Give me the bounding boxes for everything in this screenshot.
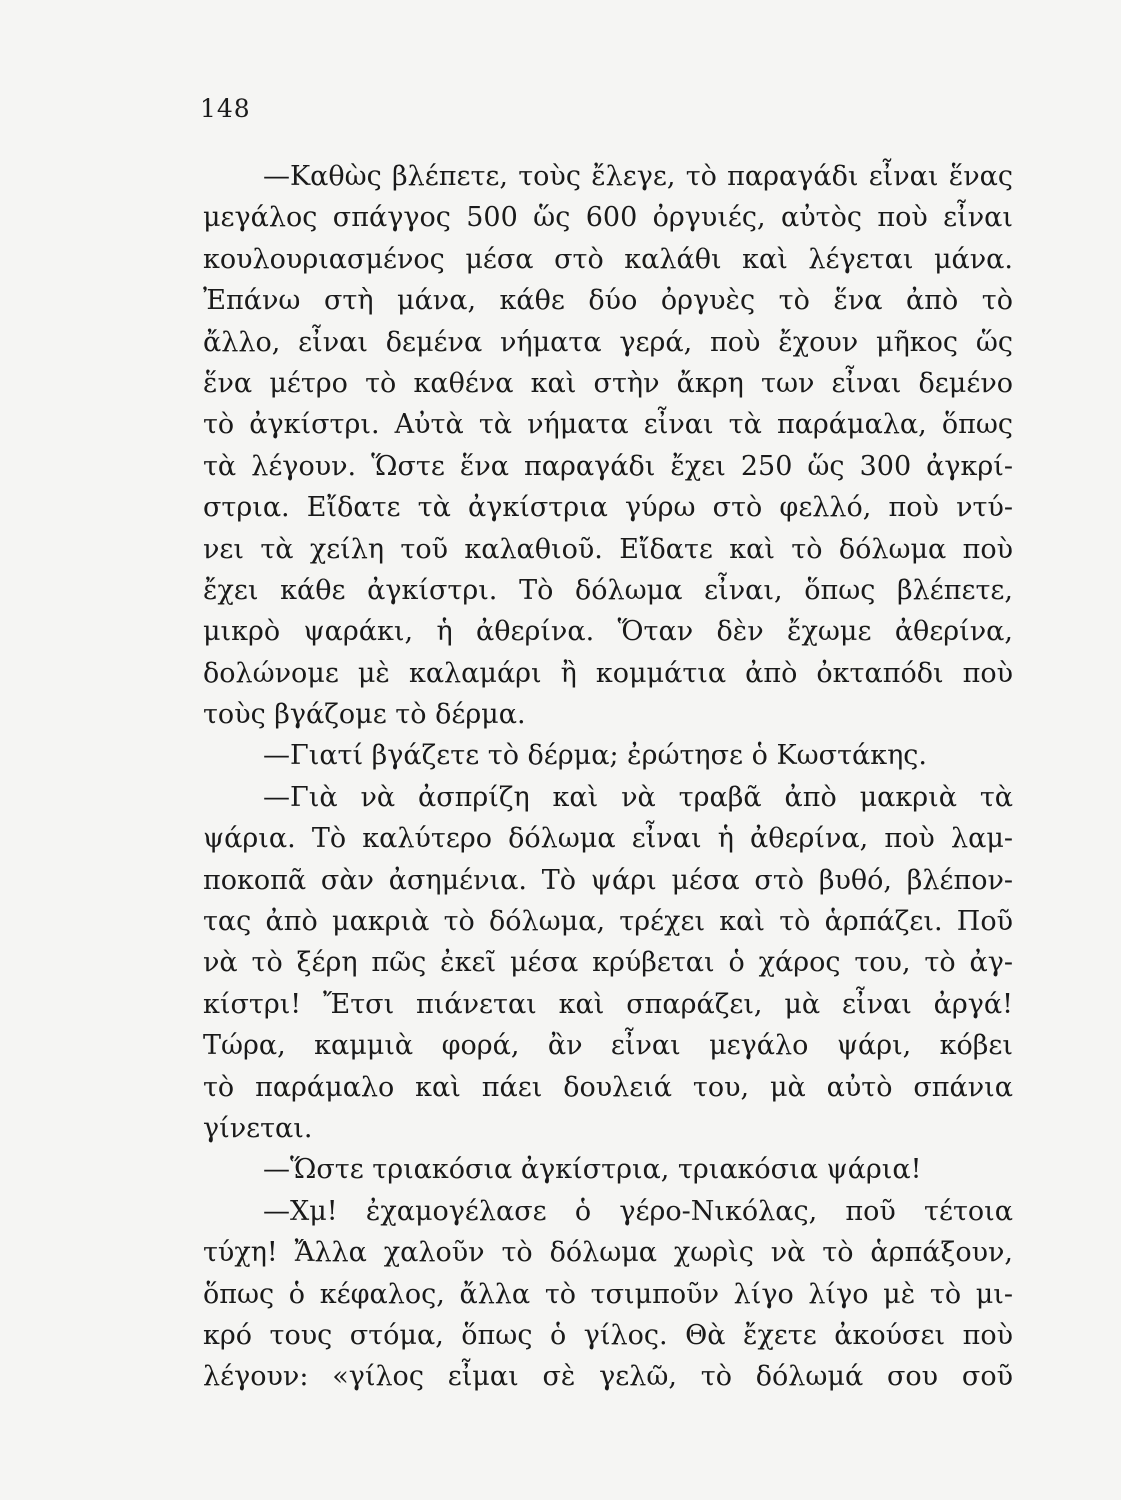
text-line: —Ὥστε τριακόσια ἀγκίστρια, τριακόσια ψάρια! [263, 1154, 922, 1186]
text-line: Τώρα, καμμιὰ φορά, ἂν εἶναι μεγάλο ψάρι, κόβει [203, 1030, 1013, 1062]
page-number: 148 [200, 94, 251, 123]
text-line: τὸ παράμαλο καὶ πάει δουλειά του, μὰ αὐτὸ σπάνια [203, 1071, 1013, 1103]
text-line: Ἐπάνω στὴ μάνα, κάθε δύο ὀργυὲς τὸ ἕνα ἀπὸ τὸ [203, 285, 1013, 317]
text-line: κρό τους στόμα, ὅπως ὁ γίλος. Θὰ ἔχετε ἀκούσει ποὺ [203, 1319, 1013, 1351]
text-line: νει τὰ χείλη τοῦ καλαθιοῦ. Εἴδατε καὶ τὸ δόλωμα ποὺ [203, 533, 1013, 565]
text-line: στρια. Εἴδατε τὰ ἀγκίστρια γύρω στὸ φελλό, ποὺ ντύ- [203, 492, 1013, 524]
text-line: λέγουν: «γίλος εἶμαι σὲ γελῶ, τὸ δόλωμά σου σοῦ [203, 1361, 1013, 1393]
text-line: —Γιατί βγάζετε τὸ δέρμα; ἐρώτησε ὁ Κωστάκης. [263, 740, 927, 772]
text-line: γίνεται. [203, 1112, 313, 1144]
text-line: κίστρι! Ἔτσι πιάνεται καὶ σπαράζει, μὰ εἶναι ἀργά! [203, 988, 1013, 1020]
text-line: τὰ λέγουν. Ὥστε ἕνα παραγάδι ἔχει 250 ὥς 300 ἀγκρί- [203, 450, 1013, 482]
text-line: ὅπως ὁ κέφαλος, ἄλλα τὸ τσιμποῦν λίγο λίγο μὲ τὸ μι- [203, 1278, 1013, 1310]
text-line: —Γιὰ νὰ ἀσπρίζη καὶ νὰ τραβᾶ ἀπὸ μακριὰ τὰ [263, 781, 1013, 813]
text-line: νὰ τὸ ξέρη πῶς ἐκεῖ μέσα κρύβεται ὁ χάρος του, τὸ ἀγ- [203, 947, 1013, 979]
text-line: μεγάλος σπάγγος 500 ὥς 600 ὀργυιές, αὐτὸς ποὺ εἶναι [203, 202, 1013, 234]
text-line: ποκοπᾶ σὰν ἀσημένια. Τὸ ψάρι μέσα στὸ βυθό, βλέπον- [203, 864, 1013, 896]
text-line: ἄλλο, εἶναι δεμένα νήματα γερά, ποὺ ἔχουν μῆκος ὥς [203, 326, 1013, 358]
text-line: τύχη! Ἄλλα χαλοῦν τὸ δόλωμα χωρὶς νὰ τὸ ἁρπάξουν, [203, 1237, 1013, 1269]
text-line: ψάρια. Τὸ καλύτερο δόλωμα εἶναι ἡ ἀθερίνα, ποὺ λαμ- [203, 823, 1013, 855]
text-line: δολώνομε μὲ καλαμάρι ἢ κομμάτια ἀπὸ ὀκταπόδι ποὺ [203, 657, 1013, 689]
text-line: μικρὸ ψαράκι, ἡ ἀθερίνα. Ὅταν δὲν ἔχωμε ἀθερίνα, [203, 616, 1013, 648]
text-line: τας ἀπὸ μακριὰ τὸ δόλωμα, τρέχει καὶ τὸ ἁρπάζει. Ποῦ [203, 906, 1013, 938]
text-line: —Χμ! ἐχαμογέλασε ὁ γέρο-Νικόλας, ποῦ τέτοια [263, 1195, 1013, 1227]
text-line: τοὺς βγάζομε τὸ δέρμα. [203, 699, 526, 731]
text-line: —Καθὼς βλέπετε, τοὺς ἔλεγε, τὸ παραγάδι εἶναι ἕνας [263, 161, 1013, 192]
text-line: τὸ ἀγκίστρι. Αὐτὰ τὰ νήματα εἶναι τὰ παράμαλα, ὅπως [203, 409, 1013, 441]
text-line: κουλουριασμένος μέσα στὸ καλάθι καὶ λέγεται μάνα. [203, 243, 1013, 275]
body-text [203, 156, 1013, 1398]
text-line: ἕνα μέτρο τὸ καθένα καὶ στὴν ἄκρη των εἶναι δεμένο [203, 367, 1013, 399]
text-line: ἔχει κάθε ἀγκίστρι. Τὸ δόλωμα εἶναι, ὅπως βλέπετε, [203, 574, 1013, 606]
